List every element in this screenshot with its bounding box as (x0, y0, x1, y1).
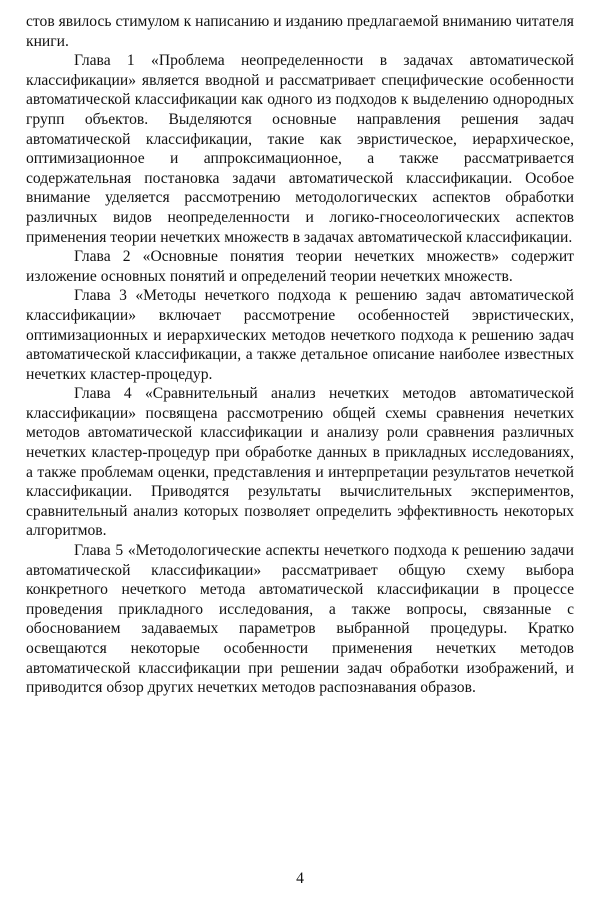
paragraph-chapter-1: Глава 1 «Проблема неопределенности в задачах автоматической классификации» является вводной и рассматривает специфические особенности автоматической классификации как одного из подходов к выделению однородных групп объектов. Выделяются основные направления решения задач автоматической классификации, такие как эвристическое, иерархическое, оптимизационное и аппроксимационное, а также рассматривается содержательная постановка задачи автоматической классификации. Особое внимание уделяется рассмотрению методологических аспектов обработки различных видов неопределенности и логико-гносеологических аспектов применения теории нечетких множеств в задачах автоматической классификации. (26, 52, 574, 246)
paragraph-chapter-2: Глава 2 «Основные понятия теории нечетких множеств» содержит изложение основных понятий и определений теории нечетких множеств. (26, 248, 574, 285)
paragraph-chapter-5: Глава 5 «Методологические аспекты нечеткого подхода к решению задачи автоматической классификации» рассматривает общую схему выбора конкретного нечеткого метода автоматической классификации в процессе проведения прикладного исследования, а также вопросы, связанные с обоснованием задаваемых параметров выбранной процедуры. Кратко освещаются некоторые особенности применения нечетких методов автоматической классификации при решении задач обработки изображений, и приводится обзор других нечетких методов распознавания образов. (26, 542, 574, 697)
page-number: 4 (296, 870, 304, 887)
paragraph-chapter-3: Глава 3 «Методы нечеткого подхода к решению задач автоматической классификации» включает рассмотрение особенностей эвристических, оптимизационных и иерархических методов нечеткого подхода к решению задач автоматической классификации, а также детальное описание наиболее известных нечетких кластер-процедур. (26, 287, 574, 383)
paragraph-chapter-4: Глава 4 «Сравнительный анализ нечетких методов автоматической классификации» посвящена рассмотрению общей схемы сравнения нечетких методов автоматической классификации и анализу роли сравнения различных нечетких кластер-процедур при обработке данных в прикладных исследованиях, а также проблемам оценки, представления и интерпретации результатов нечеткой классификации. Приводятся результаты вычислительных экспериментов, сравнительный анализ которых позволяет определить эффективность некоторых алгоритмов. (26, 385, 574, 540)
paragraph-continuation: стов явилось стимулом к написанию и изданию предлагаемой вниманию читателя книги. (26, 13, 574, 50)
page-body (26, 12, 574, 698)
